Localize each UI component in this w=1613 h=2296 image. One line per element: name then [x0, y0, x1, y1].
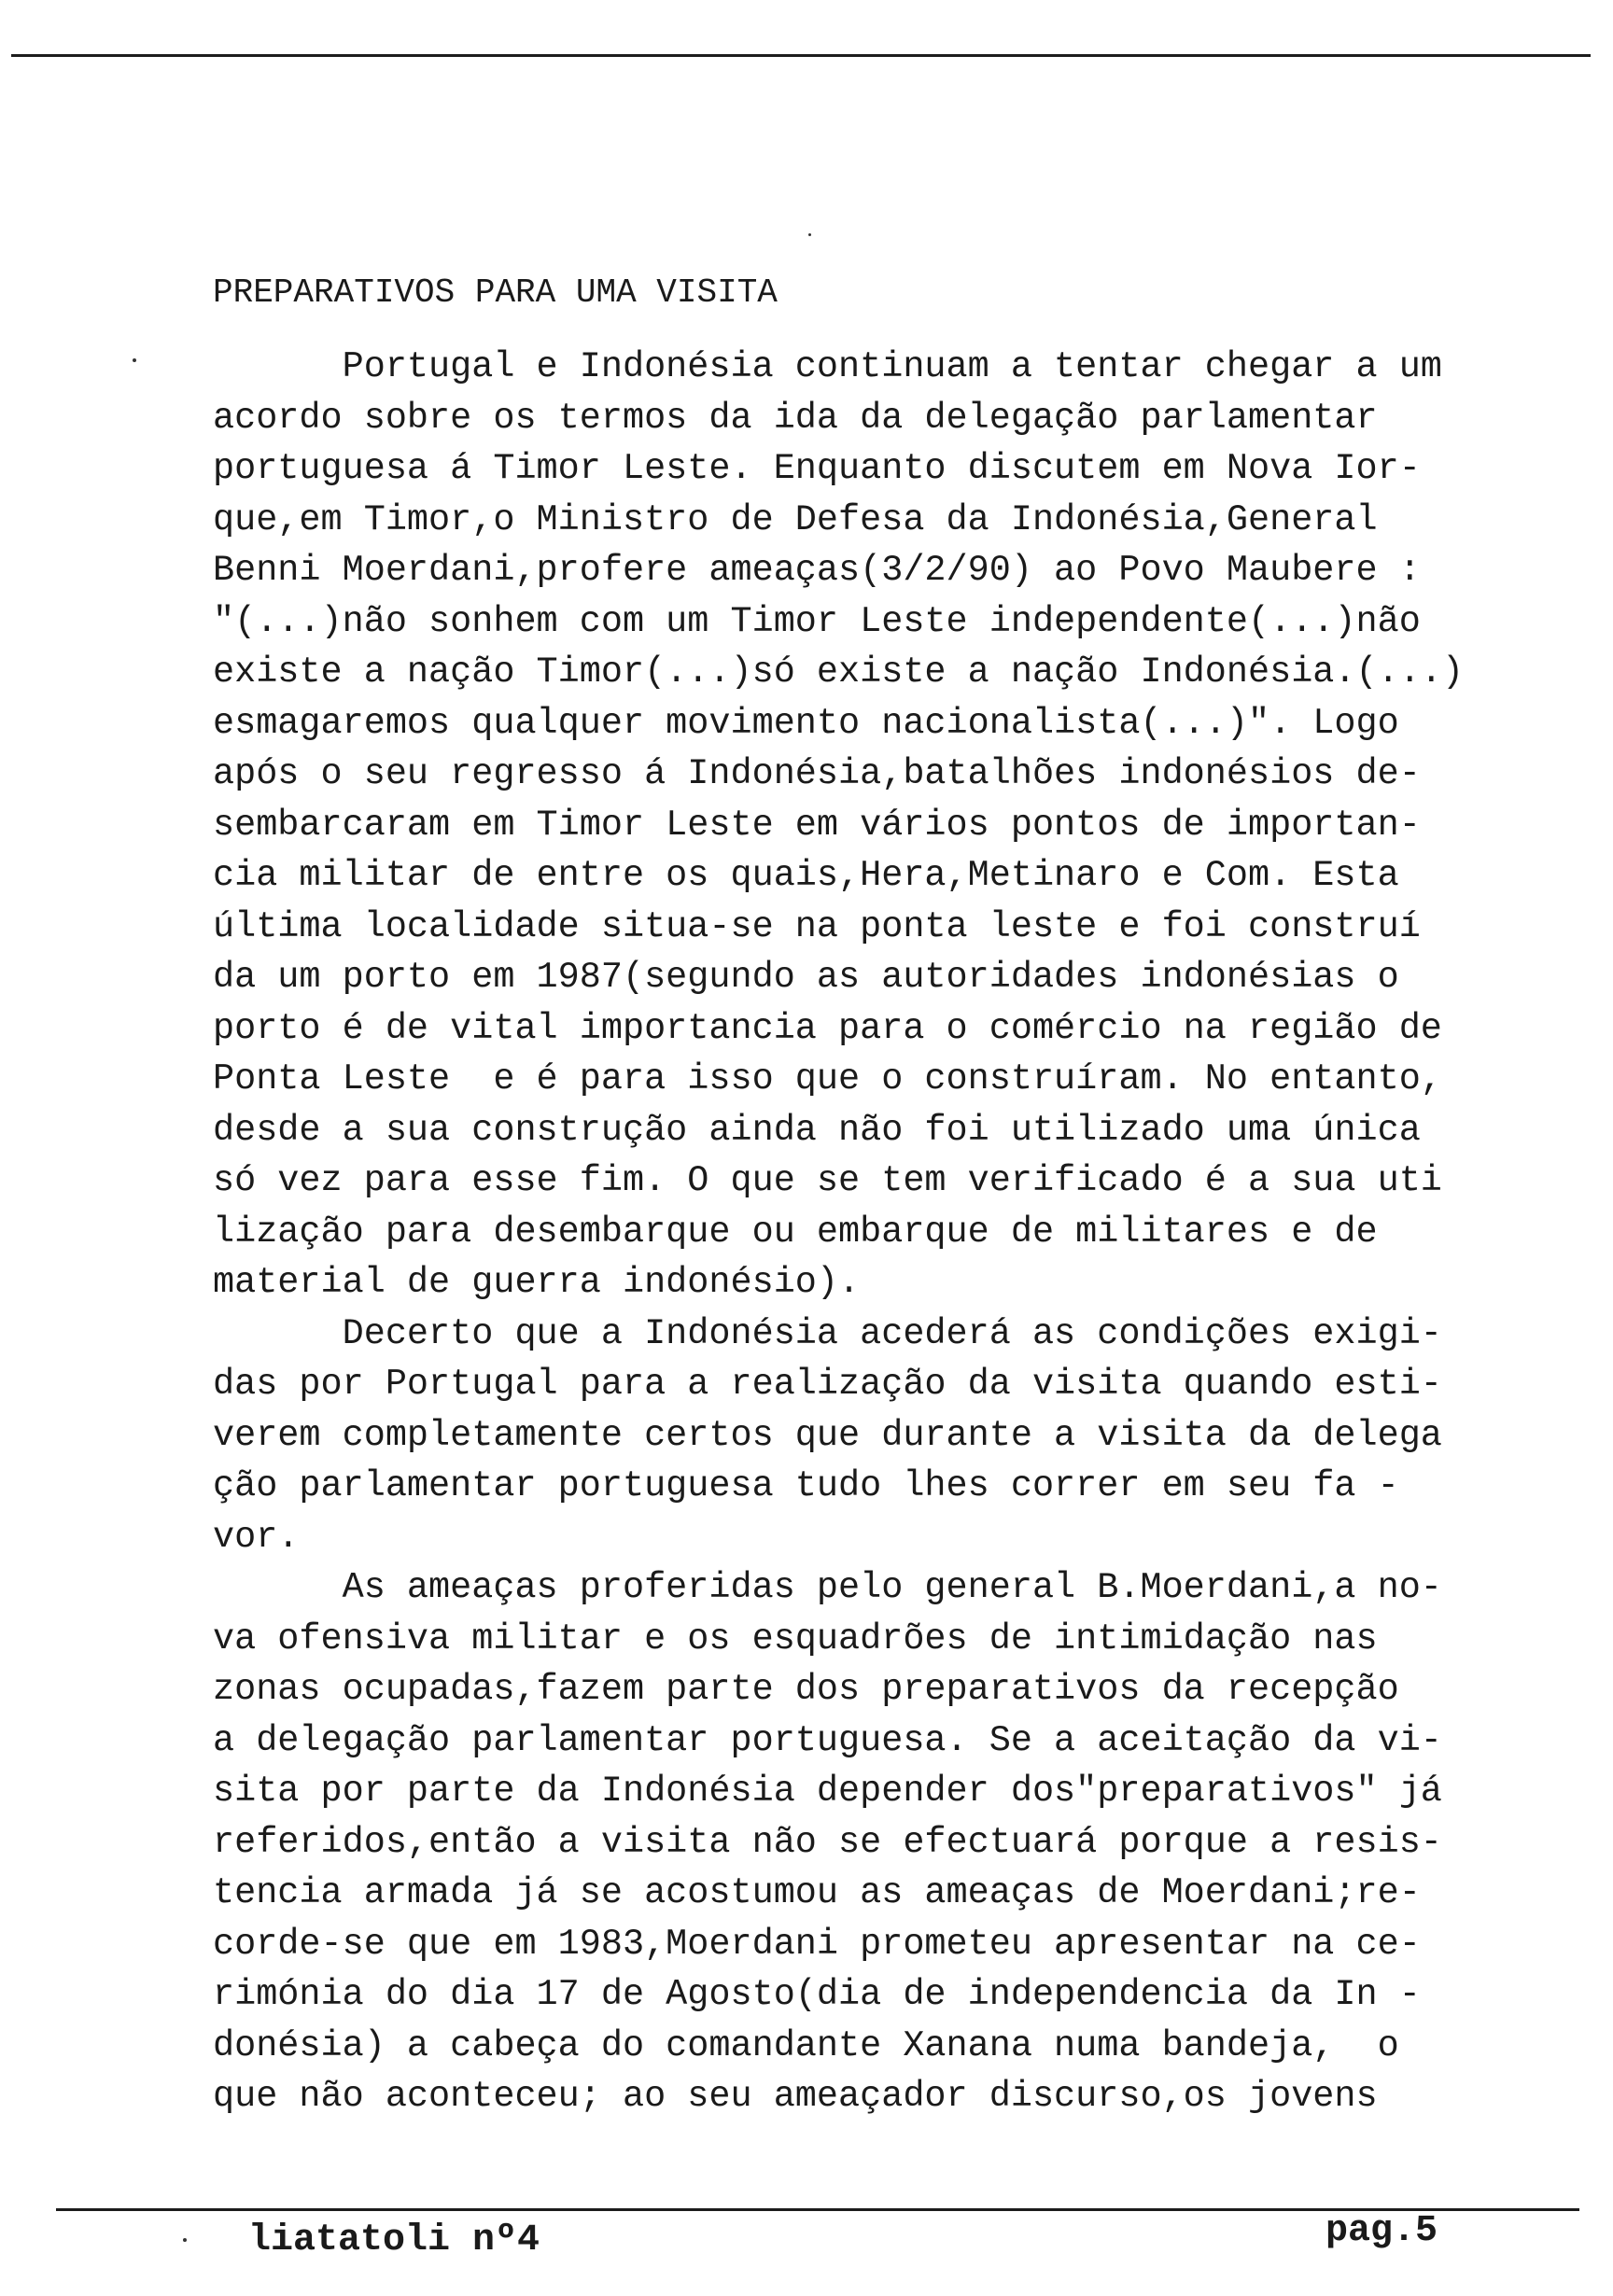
text-line: Decerto que a Indonésia acederá as condições exigi- — [213, 1312, 1442, 1354]
text-line: desde a sua construção ainda não foi utilizado uma única — [213, 1109, 1421, 1151]
publication-issue: liatatoli nº4 — [248, 2219, 540, 2261]
text-line: "(...)não sonhem com um Timor Leste independente(...)não — [213, 600, 1421, 642]
text-line: existe a nação Timor(...)só existe a nação Indonésia.(...) — [213, 651, 1465, 693]
scan-speck — [808, 233, 811, 236]
text-line: donésia) a cabeça do comandante Xanana numa bandeja, o — [213, 2024, 1399, 2066]
text-line: acordo sobre os termos da ida da delegação parlamentar — [213, 397, 1378, 439]
text-line: sita por parte da Indonésia depender dos"preparativos" já — [213, 1771, 1442, 1812]
text-line: corde-se que em 1983,Moerdani prometeu apresentar na ce- — [213, 1923, 1421, 1965]
scan-speck — [133, 358, 136, 362]
text-line: va ofensiva militar e os esquadrões de intimidação nas — [213, 1617, 1378, 1659]
text-line: referidos,então a visita não se efectuará porque a resis- — [213, 1821, 1442, 1863]
text-line: tencia armada já se acostumou as ameaças de Moerdani;re- — [213, 1872, 1421, 1913]
text-line: porto é de vital importancia para o comércio na região de — [213, 1007, 1442, 1049]
text-line: material de guerra indonésio). — [213, 1262, 861, 1303]
text-line: rimónia do dia 17 de Agosto(dia de independencia da In - — [213, 1974, 1421, 2015]
text-line: após o seu regresso á Indonésia,batalhões indonésios de- — [213, 753, 1421, 794]
text-line: Ponta Leste e é para isso que o construíram. No entanto, — [213, 1058, 1442, 1099]
text-line: só vez para esse fim. O que se tem verificado é a sua uti — [213, 1160, 1442, 1201]
text-line: das por Portugal para a realização da visita quando esti- — [213, 1364, 1442, 1405]
text-line: vor. — [213, 1516, 300, 1558]
text-line: cia militar de entre os quais,Hera,Metinaro e Com. Esta — [213, 855, 1399, 896]
text-line: que,em Timor,o Ministro de Defesa da Indonésia,General — [213, 498, 1378, 540]
text-line: portuguesa á Timor Leste. Enquanto discutem em Nova Ior- — [213, 448, 1421, 489]
text-line: esmagaremos qualquer movimento nacionalista(...)". Logo — [213, 702, 1399, 744]
page-number: pag.5 — [1325, 2210, 1438, 2252]
text-line: a delegação parlamentar portuguesa. Se a aceitação da vi- — [213, 1719, 1442, 1761]
article-body — [213, 342, 1520, 2122]
text-line: zonas ocupadas,fazem parte dos preparativos da recepção — [213, 1669, 1399, 1710]
text-line: ção parlamentar portuguesa tudo lhes correr em seu fa - — [213, 1465, 1399, 1506]
text-line: Portugal e Indonésia continuam a tentar chegar a um — [213, 346, 1442, 387]
text-line: sembarcaram em Timor Leste em vários pontos de importan- — [213, 804, 1421, 846]
text-line: verem completamente certos que durante a visita da delega — [213, 1414, 1442, 1456]
scan-speck — [183, 2238, 187, 2242]
text-line: As ameaças proferidas pelo general B.Moerdani,a no- — [213, 1567, 1442, 1608]
text-line: Benni Moerdani,profere ameaças(3/2/90) ao Povo Maubere : — [213, 550, 1421, 591]
text-line: lização para desembarque ou embarque de militares e de — [213, 1211, 1378, 1253]
text-line: última localidade situa-se na ponta leste e foi construí — [213, 905, 1421, 947]
text-line: da um porto em 1987(segundo as autoridades indonésias o — [213, 957, 1399, 998]
top-rule — [11, 54, 1591, 57]
page-title: PREPARATIVOS PARA UMA VISITA — [213, 273, 778, 312]
text-line: que não aconteceu; ao seu ameaçador discurso,os jovens — [213, 2076, 1378, 2117]
